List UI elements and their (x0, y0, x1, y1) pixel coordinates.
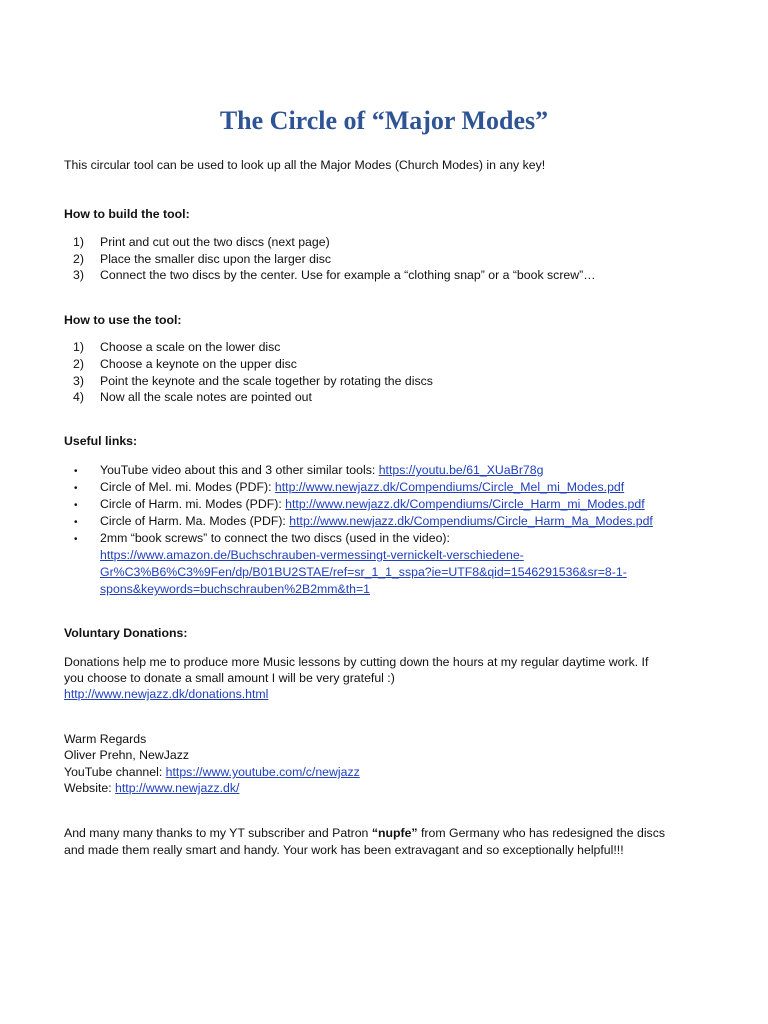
use-step-text: Now all the scale notes are pointed out (100, 390, 312, 404)
thanks-text: and made them really smart and handy. Your work has been extravagant and so exceptionally helpful!!! (64, 843, 624, 857)
patron-name: “nupfe” (371, 826, 418, 840)
youtube-channel-link[interactable]: https://www.youtube.com/c/newjazz (165, 765, 360, 779)
thanks-text (64, 825, 665, 842)
regards-text: Warm Regards (64, 732, 147, 746)
harm-mi-modes-link[interactable]: http://www.newjazz.dk/Compendiums/Circle_Harm_mi_Modes.pdf (285, 497, 645, 511)
donations-link[interactable]: http://www.newjazz.dk/donations.html (64, 687, 269, 701)
bullet-icon: • (74, 466, 78, 477)
build-step-number: 1) (73, 235, 84, 249)
link-list-item (100, 513, 653, 530)
build-step-text: Connect the two discs by the center. Use for example a “clothing snap” or a “book screw”… (100, 268, 596, 282)
amazon-link[interactable]: https://www.amazon.de/Buchschrauben-vermessingt-vernickelt-verschiedene- (100, 548, 524, 562)
donations-heading: Voluntary Donations: (64, 626, 188, 640)
bullet-icon: • (74, 500, 78, 511)
website-label: Website: (64, 781, 116, 795)
harm-ma-modes-link[interactable]: http://www.newjazz.dk/Compendiums/Circle_Harm_Ma_Modes.pdf (289, 514, 653, 528)
amazon-link-line[interactable] (100, 564, 627, 581)
author-name: Oliver Prehn, NewJazz (64, 748, 190, 762)
book-screws-text: 2mm “book screws” to connect the two discs (used in the video): (100, 531, 450, 545)
donations-text: Donations help me to produce more Music lessons by cutting down the hours at my regular daytime work. If (64, 655, 649, 669)
use-step-text: Choose a keynote on the upper disc (100, 357, 297, 371)
use-step-number: 2) (73, 357, 84, 371)
link-label: Circle of Mel. mi. Modes (PDF): (100, 480, 275, 494)
youtube-channel-label: YouTube channel: (64, 765, 166, 779)
amazon-link[interactable]: spons&keywords=buchschrauben%2B2mm&th=1 (100, 582, 371, 596)
link-list-item (100, 496, 645, 513)
link-label: YouTube video about this and 3 other similar tools: (100, 463, 379, 477)
use-step-number: 4) (73, 390, 84, 404)
links-heading: Useful links: (64, 434, 138, 448)
website-link[interactable]: http://www.newjazz.dk/ (115, 781, 240, 795)
thanks-text-start: And many many thanks to my YT subscriber and Patron (64, 826, 372, 840)
amazon-link-line[interactable] (100, 547, 524, 564)
amazon-link-line[interactable] (100, 581, 370, 598)
intro-text: This circular tool can be used to look up all the Major Modes (Church Modes) in any key! (64, 158, 546, 172)
bullet-icon: • (74, 517, 78, 528)
build-heading: How to build the tool: (64, 207, 190, 221)
website-line (64, 780, 239, 797)
use-step-number: 1) (73, 340, 84, 354)
bullet-icon: • (74, 483, 78, 494)
use-step-text: Point the keynote and the scale together by rotating the discs (100, 374, 433, 388)
mel-mi-modes-link[interactable]: http://www.newjazz.dk/Compendiums/Circle_Mel_mi_Modes.pdf (274, 480, 625, 494)
donations-text: you choose to donate a small amount I will be very grateful :) (64, 671, 395, 685)
use-step-number: 3) (73, 374, 84, 388)
youtube-video-link[interactable]: https://youtu.be/61_XUaBr78g (378, 463, 544, 477)
use-step-text: Choose a scale on the lower disc (100, 340, 281, 354)
use-heading: How to use the tool: (64, 313, 182, 327)
amazon-link[interactable]: Gr%C3%B6%C3%9Fen/dp/B01BU2STAE/ref=sr_1_1_sspa?ie=UTF8&qid=1546291536&sr=8-1- (100, 565, 627, 579)
bullet-icon: • (74, 534, 78, 545)
build-step-number: 2) (73, 252, 84, 266)
youtube-channel-line (64, 764, 360, 781)
donations-line (64, 686, 268, 703)
link-label: Circle of Harm. mi. Modes (PDF): (100, 497, 286, 511)
link-list-item (100, 479, 624, 496)
build-step-text: Print and cut out the two discs (next page) (100, 235, 330, 249)
thanks-text-end: from Germany who has redesigned the discs (417, 826, 665, 840)
link-label: Circle of Harm. Ma. Modes (PDF): (100, 514, 290, 528)
build-step-number: 3) (73, 268, 84, 282)
build-step-text: Place the smaller disc upon the larger disc (100, 252, 332, 266)
page-title: The Circle of “Major Modes” (219, 106, 549, 135)
link-list-item (100, 462, 543, 479)
